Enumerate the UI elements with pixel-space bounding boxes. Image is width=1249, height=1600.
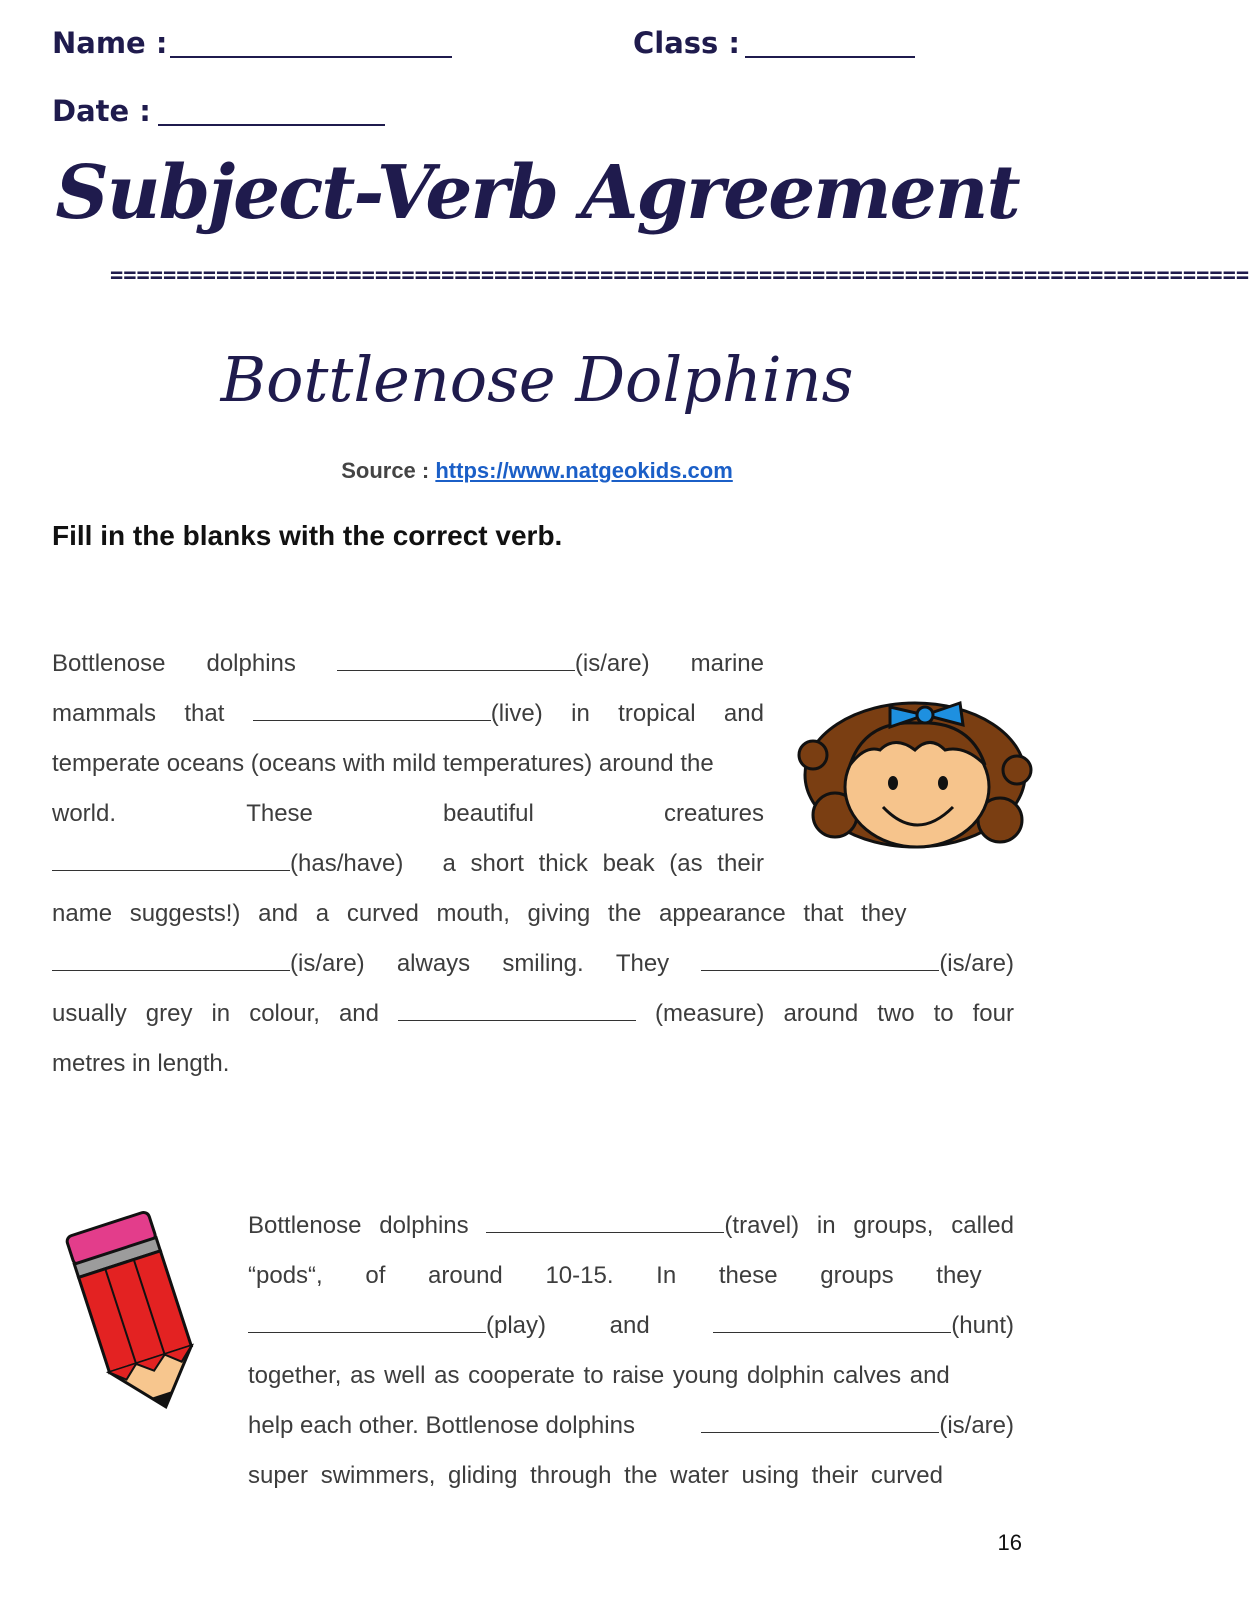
verb-hint: (live) xyxy=(490,700,543,727)
paragraph1-line-5: (has/have) a short thick beak (as their xyxy=(52,850,764,882)
pencil-icon xyxy=(62,1212,207,1417)
answer-blank[interactable] xyxy=(701,1412,939,1433)
paragraph1-line-1: Bottlenose dolphins (is/are) marine xyxy=(52,650,764,677)
page-title: Subject-Verb Agreement xyxy=(55,150,1019,236)
verb-hint: (play) xyxy=(486,1312,547,1339)
girl-face-icon xyxy=(795,695,1035,860)
paragraph1-line-8: usually grey in colour, and (measure) around two to four xyxy=(52,1000,1014,1027)
answer-blank[interactable] xyxy=(713,1312,951,1333)
name-label: Name : xyxy=(52,26,168,60)
answer-blank[interactable] xyxy=(398,1000,636,1021)
answer-blank[interactable] xyxy=(253,700,491,721)
verb-hint: (is/are) xyxy=(939,1412,1014,1439)
paragraph2-line-3: (play) and (hunt) xyxy=(248,1312,1014,1344)
paragraph1-line-9: metres in length. xyxy=(52,1050,230,1077)
name-field[interactable] xyxy=(170,56,452,58)
verb-hint: (hunt) xyxy=(951,1312,1014,1339)
paragraph1-line-6: name suggests!) and a curved mouth, giving the appearance that they xyxy=(52,900,907,927)
paragraph1-line-4: world. These beautiful creatures xyxy=(52,800,764,827)
date-label: Date : xyxy=(52,94,151,128)
answer-blank[interactable] xyxy=(52,850,290,871)
instruction-text: Fill in the blanks with the correct verb. xyxy=(52,520,563,551)
source-label: Source : xyxy=(341,458,430,483)
divider: ====================================================================================== xyxy=(110,263,1249,288)
verb-hint: (is/are) xyxy=(290,950,365,977)
verb-hint: (measure) xyxy=(655,1000,765,1027)
paragraph1-line-3: temperate oceans (oceans with mild temperatures) around the xyxy=(52,750,714,777)
answer-blank[interactable] xyxy=(337,650,575,671)
date-field[interactable] xyxy=(158,124,385,126)
paragraph2-line-4: together, as well as cooperate to raise young dolphin calves and xyxy=(248,1362,950,1389)
answer-blank[interactable] xyxy=(248,1312,486,1333)
paragraph1-line-7: (is/are) always smiling. They (is/are) xyxy=(52,950,1014,982)
source-line xyxy=(0,458,1074,484)
answer-blank[interactable] xyxy=(701,950,939,971)
answer-blank[interactable] xyxy=(52,950,290,971)
class-label: Class : xyxy=(633,26,741,60)
worksheet-subtitle: Bottlenose Dolphins xyxy=(220,343,854,416)
verb-hint: (is/are) xyxy=(939,950,1014,977)
paragraph2-line-6: super swimmers, gliding through the water using their curved xyxy=(248,1462,943,1489)
paragraph2-line-1: Bottlenose dolphins (travel) in groups, called xyxy=(248,1212,1014,1239)
verb-hint: (is/are) xyxy=(574,650,650,677)
source-link[interactable]: https://www.natgeokids.com xyxy=(435,458,733,483)
paragraph2-line-2: “pods“, of around 10-15. In these groups they xyxy=(248,1262,982,1289)
paragraph1-line-2: mammals that (live) in tropical and xyxy=(52,700,764,727)
verb-hint: (travel) xyxy=(724,1212,800,1239)
verb-hint: (has/have) xyxy=(290,850,404,877)
page-number: 16 xyxy=(997,1530,1022,1555)
class-field[interactable] xyxy=(745,56,915,58)
answer-blank[interactable] xyxy=(486,1212,724,1233)
paragraph2-line-5: help each other. Bottlenose dolphins (is/are) xyxy=(248,1412,1014,1439)
